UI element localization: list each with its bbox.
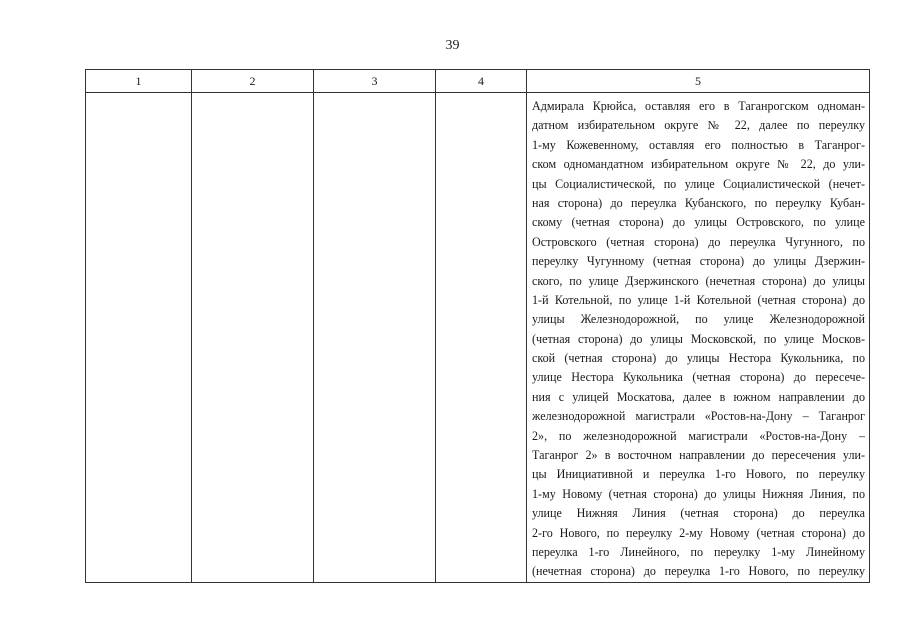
table-cell-col2 (192, 93, 314, 583)
text-line: (четная сторона) до улицы Московской, по улице Москов- (532, 331, 865, 346)
text-line: Адмирала Крюйса, оставляя его в Таганрогском одноман- (532, 99, 865, 113)
text-line: улице Нестора Кукольника (четная сторона) до пересече- (532, 370, 865, 385)
text-line: ского, по улице Дзержинского (нечетная сторона) до улицы (532, 273, 865, 288)
text-line: ная сторона) до переулка Кубанского, по переулку Кубан- (532, 195, 865, 210)
table-header-row (86, 70, 870, 93)
table-cell-col4 (436, 93, 527, 583)
table-cell-col5 (527, 93, 870, 583)
column-header-2: 2 (192, 70, 314, 93)
text-line: скому (четная сторона) до улицы Островского, по улице (532, 215, 865, 230)
column-header-1: 1 (86, 70, 192, 93)
text-line: переулка 1-го Линейного, по переулку 1-му Линейному (532, 544, 865, 559)
column-header-3: 3 (314, 70, 436, 93)
text-line: ском одномандатном избирательном округе № 22, до ули- (532, 157, 865, 172)
text-line: 1-му Кожевенному, оставляя его полностью в Таганрог- (532, 137, 865, 152)
page-number: 39 (445, 38, 460, 53)
table-cell-col3 (314, 93, 436, 583)
text-line: датном избирательном округе № 22, далее по переулку (532, 118, 865, 133)
text-line: улице Нижняя Линия (четная сторона) до переулка (532, 506, 865, 521)
text-line: ния с улицей Москатова, далее в южном направлении до (532, 389, 865, 404)
column-header-5: 5 (527, 70, 870, 93)
district-boundary-table (85, 69, 870, 583)
text-line: ской (четная сторона) до улицы Нестора Кукольника, по (532, 351, 865, 366)
text-line: Островского (четная сторона) до переулка Чугунного, по (532, 234, 865, 249)
text-line: 2», по железнодорожной магистрали «Ростов-на-Дону – (532, 428, 865, 443)
text-line: цы Инициативной и переулка 1-го Нового, по переулку (532, 467, 865, 482)
text-line: железнодорожной магистрали «Ростов-на-Дону – Таганрог (532, 409, 865, 424)
text-line: 1-й Котельной, по улице 1-й Котельной (четная сторона) до (532, 292, 865, 307)
text-line: улицы Железнодорожной, по улице Железнодорожной (532, 312, 865, 327)
text-line: Таганрог 2» в восточном направлении до пересечения ули- (532, 448, 865, 463)
text-line: (нечетная сторона) до переулка 1-го Нового, по переулку (532, 564, 865, 579)
text-line: 1-му Новому (четная сторона) до улицы Нижняя Линия, по (532, 486, 865, 501)
table-row (86, 93, 870, 583)
text-line: 2-го Нового, по переулку 2-му Новому (четная сторона) до (532, 525, 865, 540)
boundary-description-text (527, 93, 869, 582)
text-line: переулку Чугунному (четная сторона) до улицы Дзержин- (532, 254, 865, 269)
text-line: цы Социалистической, по улице Социалистической (нечет- (532, 176, 865, 191)
table-cell-col1 (86, 93, 192, 583)
column-header-4: 4 (436, 70, 527, 93)
